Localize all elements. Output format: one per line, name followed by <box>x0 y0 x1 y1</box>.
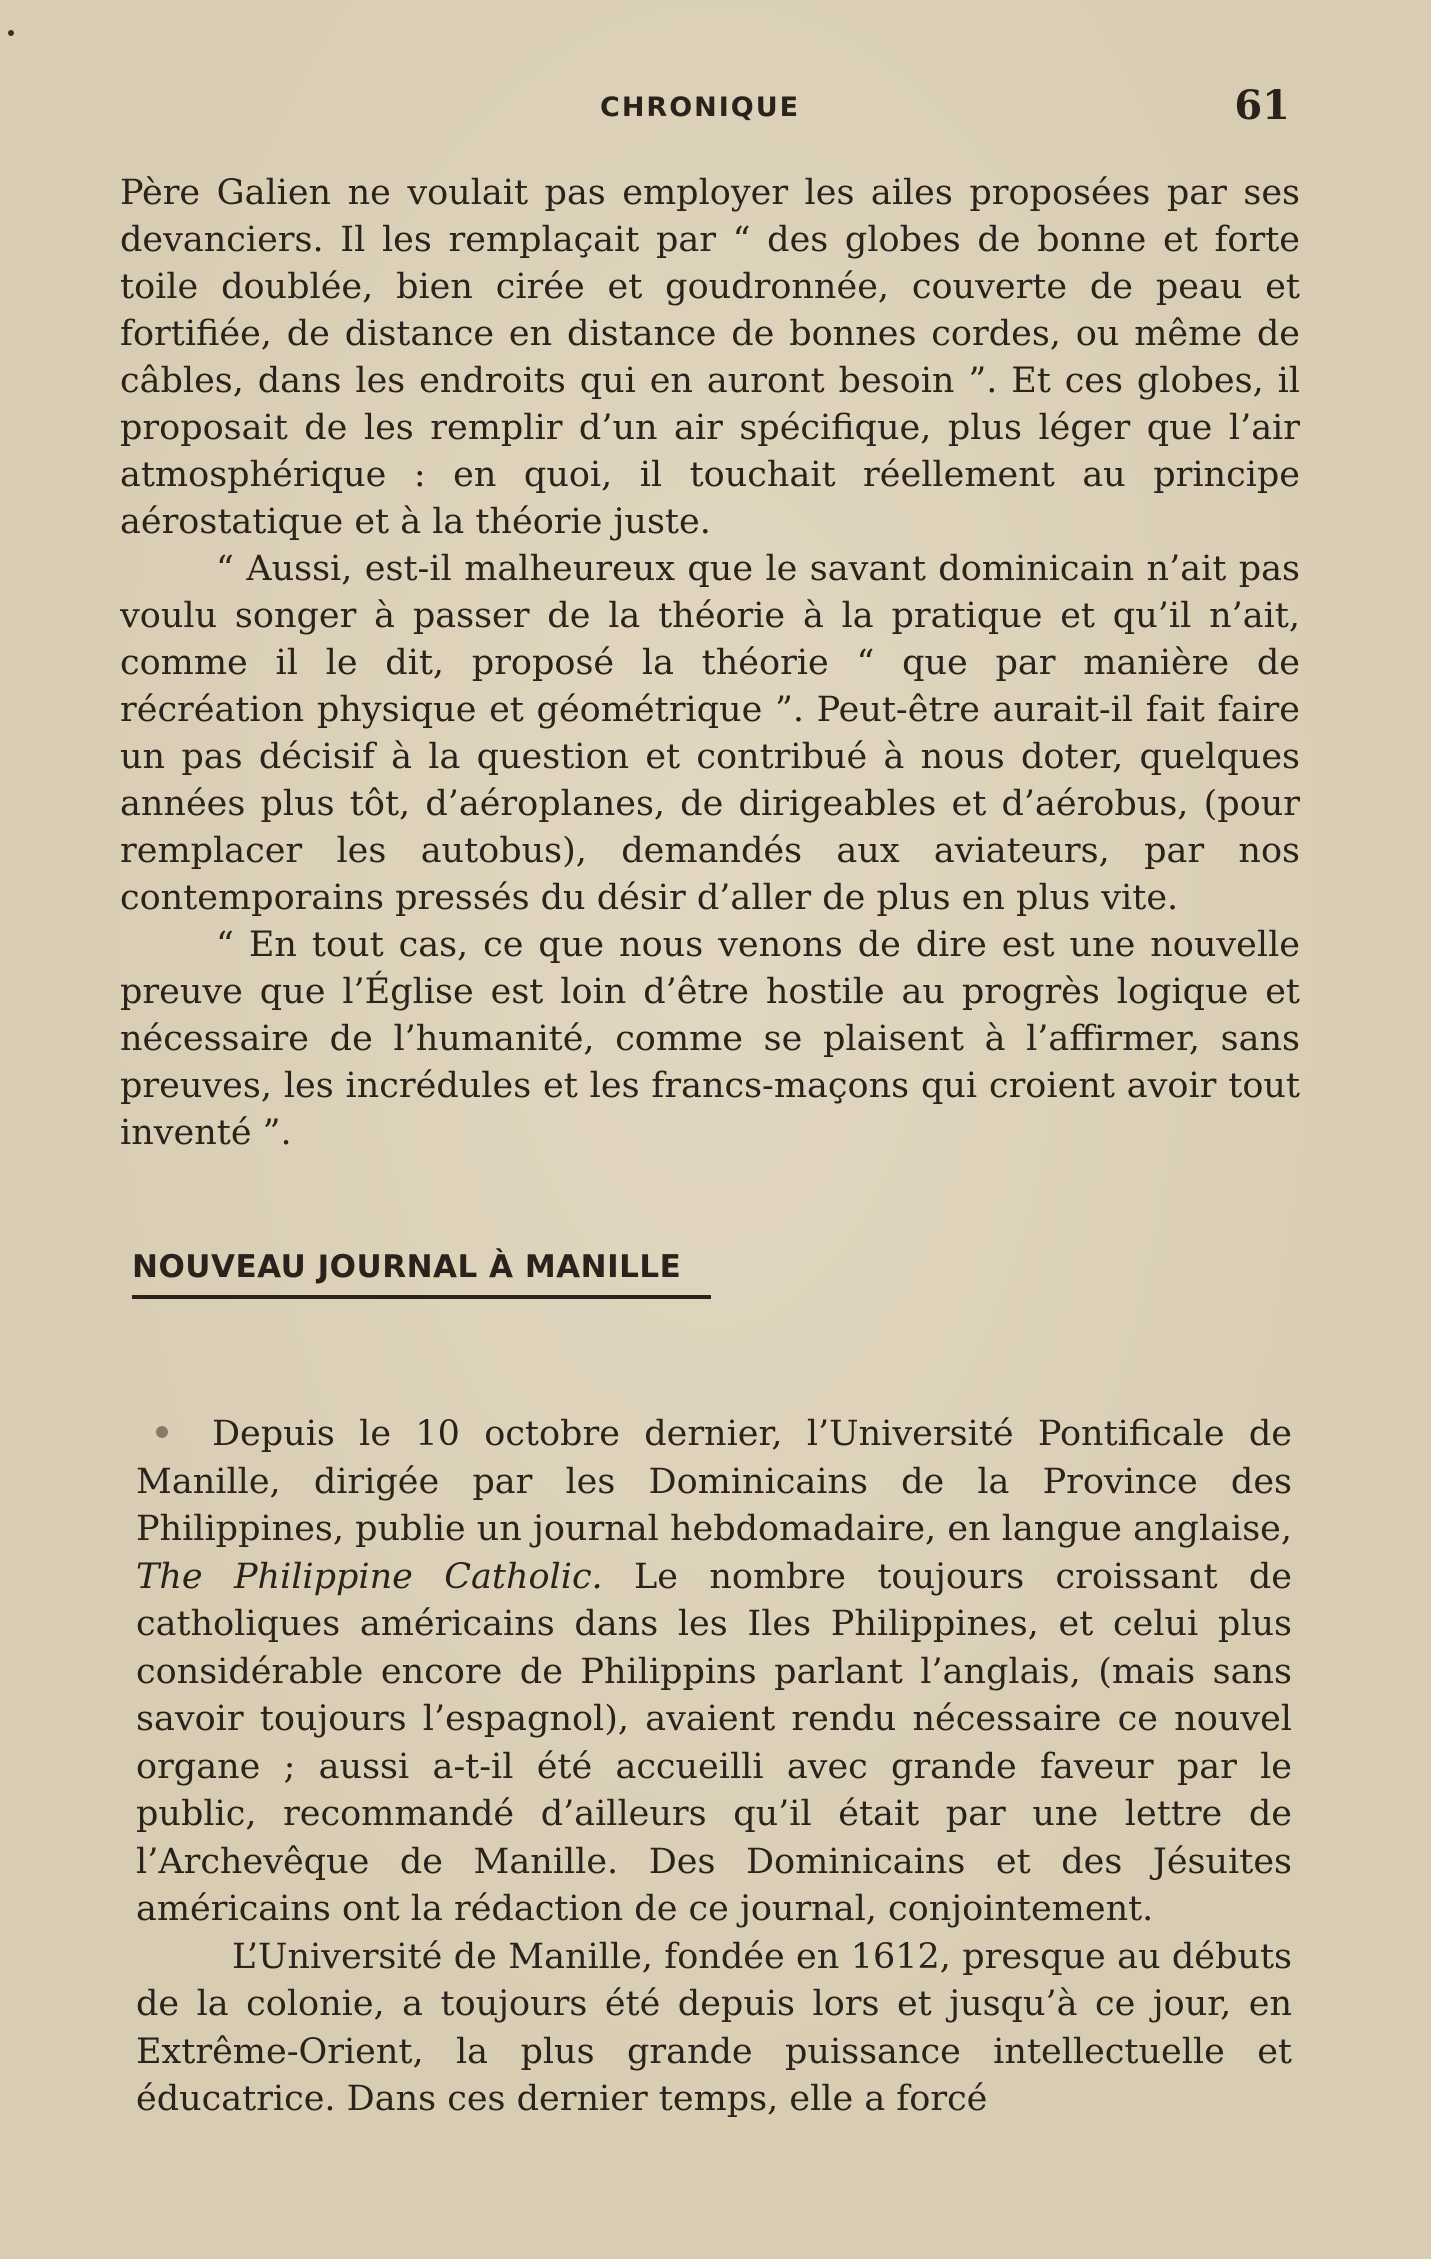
paragraph-quote-1: “ Aussi, est-il malheureux que le savant dominicain n’ait pas voulu songer à passer de la théorie à la pratique et qu’il n’ait, comme il le dit, proposé la théorie “ que par manière de récréation physique et géométrique ”. Peut-être aurait-il fait faire un pas décisif à la question et contribué à nous doter, quelques années plus tôt, d’aéroplanes, de dirigeables et d’aérobus, (pour remplacer les autobus), demandés aux aviateurs, par nos contemporains pressés du désir d’aller de plus en plus vite. <box>120 549 1300 918</box>
ink-dot <box>8 30 14 36</box>
section-paragraph-2: L’Université de Manille, fondée en 1612, presque au débuts de la colonie, a toujours été depuis lors et jusqu’à ce jour, en Extrême-Orient, la plus grande puissance intellectuelle et éducatrice. Dans ces dernier temps, elle a forcé <box>136 1936 1292 2119</box>
paragraph-continuation: Père Galien ne voulait pas employer les ailes proposées par ses devanciers. Il les remplaçait par “ des globes de bonne et forte toile doublée, bien cirée et goudronnée, couverte de peau et fortifiée, de distance en distance de bonnes cordes, ou même de câbles, dans les endroits qui en auront besoin ”. Et ces globes, il proposait de les remplir d’un air spécifique, plus léger que l’air atmosphérique : en quoi, il touchait réellement au principe aérostatique et à la théorie juste. <box>120 173 1300 542</box>
section-body <box>120 1411 1300 2124</box>
section-p1-before: Depuis le 10 octobre dernier, l’Université Pontificale de Manille, dirigée par les Dominicains de la Province des Philippines, publie un journal hebdomadaire, en langue anglaise, <box>136 1414 1292 1549</box>
page-content <box>120 170 1300 2124</box>
section-p1-after: Le nombre toujours croissant de catholiques américains dans les Iles Philippines, et celui plus considérable encore de Philippins parlant l’anglais, (mais sans savoir toujours l’espagnol), avaient rendu nécessaire ce nouvel organe ; aussi a-t-il été accueilli avec grande faveur par le public, recommandé d’ailleurs qu’il était par une lettre de l’Archevêque de Manille. Des Dominicains et des Jésuites américains ont la rédaction de ce journal, conjointement. <box>136 1556 1292 1929</box>
section-title: NOUVEAU JOURNAL À MANILLE <box>132 1249 711 1299</box>
paragraph-quote-2: “ En tout cas, ce que nous venons de dire est une nouvelle preuve que l’Église est loin d’être hostile au progrès logique et nécessaire de l’humanité, comme se plaisent à l’affirmer, sans preuves, les incrédules et les francs-maçons qui croient avoir tout inventé ”. <box>120 925 1300 1153</box>
section-paragraph-1 <box>136 1411 1292 1934</box>
journal-title: The Philippine Catholic. <box>136 1556 603 1597</box>
running-head: CHRONIQUE <box>600 92 801 123</box>
page-header <box>120 82 1300 142</box>
bullet-mark <box>156 1426 168 1438</box>
page-number: 61 <box>1234 82 1290 129</box>
